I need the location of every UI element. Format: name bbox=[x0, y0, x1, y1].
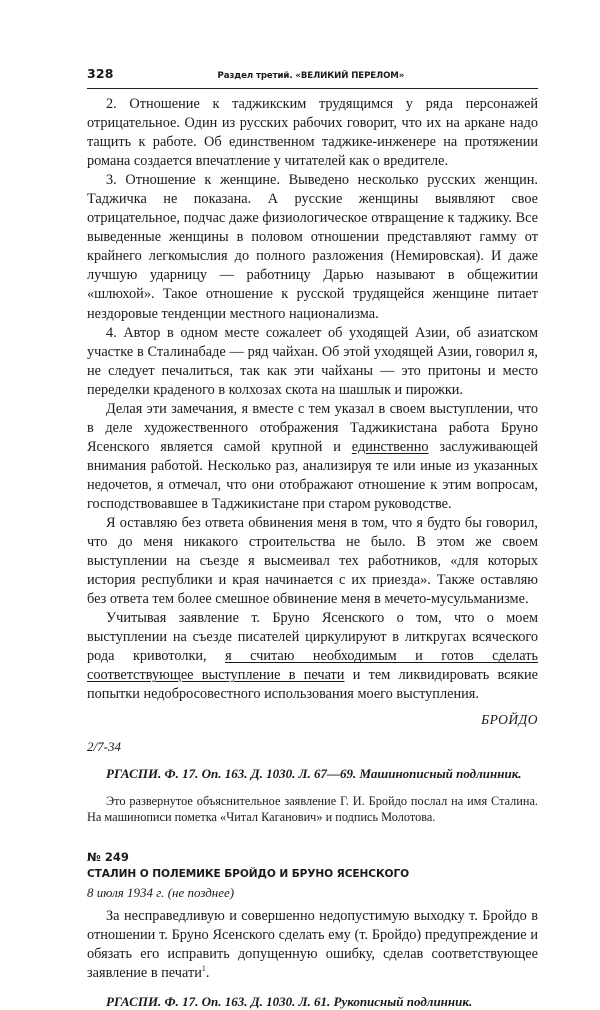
text-run: Делая эти замечания, я вместе с тем указал в своем выступлении, что в деле художественного отображения Таджикистана работа Бруно Ясенского является самой крупной и bbox=[87, 400, 538, 455]
text-run: и тем ликвидировать всякие попытки недобросовестного использования моего выступления. bbox=[87, 667, 539, 703]
page-number: 328 bbox=[87, 66, 114, 81]
running-head bbox=[87, 66, 538, 89]
editorial-note-text: Это развернутое объяснительное заявление Г. И. Бройдо послал на имя Сталина. На машинописи пометка «Читал Каганович» и подпись Молотова. bbox=[87, 793, 538, 824]
document-title: СТАЛИН О ПОЛЕМИКЕ БРОЙДО И БРУНО ЯСЕНСКОГО bbox=[87, 867, 410, 880]
paragraph-remarks bbox=[87, 400, 538, 514]
document-248-body bbox=[87, 95, 538, 705]
book-page bbox=[87, 66, 538, 1010]
text-run: За несправедливую и совершенно недопустимую выходку т. Бройдо в отношении т. Бруно Ясенского сделать ему (т. Бройдо) предупреждение и обязать его исправить допущенную ошибку, сделав соответствующее заявление в печати bbox=[87, 907, 538, 981]
document-number: № 249 bbox=[87, 849, 129, 864]
resolution-paragraph bbox=[87, 907, 538, 983]
footnote-marker[interactable]: 1 bbox=[201, 963, 206, 973]
paragraph-accusations: Я оставляю без ответа обвинения меня в том, что я будто бы говорил, что до меня никакого строительства не было. В этом же своем выступлении на съезде я высмеивал тех работников, «для которых история республики и края начинается с их приезда». Также оставляю без ответа тем более смешное обвинение меня в мечето-мусульманизме. bbox=[87, 515, 538, 608]
archive-reference-249: РГАСПИ. Ф. 17. Оп. 163. Д. 1030. Л. 61. Рукописный подлинник. bbox=[106, 993, 473, 1009]
section-title: Раздел третий. «ВЕЛИКИЙ ПЕРЕЛОМ» bbox=[217, 71, 405, 81]
paragraph-item-3: 3. Отношение к женщине. Выведено несколько русских женщин. Таджичка не показана. А русские женщины выявляют свое отрицательное, подчас даже физиологическое отвращение к таджику. Все выведенные женщины в половом отношении представляют гамму от крайнего легкомыслия до полного разложения (Немировская). И даже лучшую ударницу — работницу Дарью называют в общежитии «шлюхой». Такое отношение к русской трудящейся женщине питает нездоровые тенденции местного национализма. bbox=[87, 172, 538, 322]
document-date-249: 8 июля 1934 г. (не позднее) bbox=[87, 884, 235, 900]
paragraph-item-4: 4. Автор в одном месте сожалеет об уходящей Азии, об азиатском участке в Сталинабаде — ряд чайхан. Об этой уходящей Азии, говорил я, не следует печалиться, так как эти чайханы — это притоны и место переделки краденого в колхозах скота на шашлык и пирожки. bbox=[87, 324, 538, 398]
paragraph-statement bbox=[87, 609, 538, 704]
text-run: . bbox=[205, 964, 210, 981]
text-run: Учитывая заявление т. Бруно Ясенского о том, что о моем выступлении на съезде писателей циркулируют в литкругах всяческого рода кривотолки, bbox=[87, 610, 538, 665]
signature: БРОЙДО bbox=[481, 711, 538, 727]
archive-reference: РГАСПИ. Ф. 17. Оп. 163. Д. 1030. Л. 67—69. Машинописный подлинник. bbox=[106, 765, 522, 781]
document-249-body bbox=[87, 907, 538, 983]
text-run: заслуживающей внимания работой. Несколько раз, анализируя те или иные из указанных недочетов, я отмечал, что они отображают отношение к этим вопросам, господствовавшее в Таджикистане при старом руководстве. bbox=[87, 438, 538, 512]
underlined-emphasis: единственно bbox=[351, 438, 429, 455]
document-date: 2/7-34 bbox=[87, 738, 121, 754]
paragraph-item-2: 2. Отношение к таджикским трудящимся у ряда персонажей отрицательное. Один из русских рабочих говорит, что их на аркане надо тащить к работе. Об единственном таджике-инженере на протяжении романа создается впечатление у читателей как о вредителе. bbox=[87, 96, 538, 170]
editorial-note bbox=[87, 793, 538, 826]
underlined-emphasis: я считаю необходимым и готов сделать соответствующее выступление в печати bbox=[87, 648, 538, 684]
